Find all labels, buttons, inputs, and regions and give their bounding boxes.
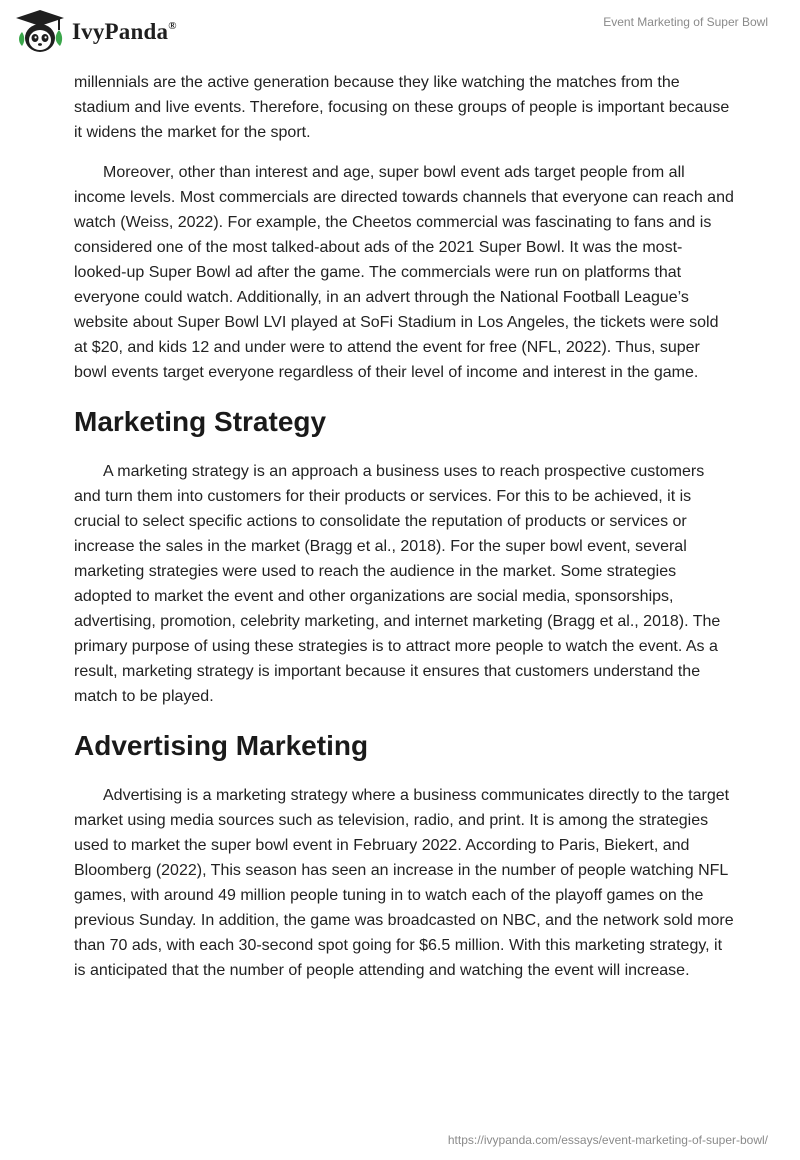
panda-graduate-logo-icon: [14, 8, 66, 56]
page-header: [0, 0, 800, 64]
brand-logo[interactable]: [14, 8, 177, 56]
essay-content: [74, 70, 734, 998]
paragraph-income-levels: Moreover, other than interest and age, super bowl event ads target people from all income levels. Most commercials are directed towards channels that everyone can reach and watch (Weiss, 2022). For example, the Cheetos commercial was fascinating to fans and is considered one of the most talked-about ads of the 2021 Super Bowl. It was the most-looked-up Super Bowl ad after the game. The commercials were run on platforms that everyone could watch. Additionally, in an advert through the National Football League’s website about Super Bowl LVI played at SoFi Stadium in Los Angeles, the tickets were sold at $20, and kids 12 and under were to attend the event for free (NFL, 2022). Thus, super bowl events target everyone regardless of their level of income and interest in the game.: [74, 164, 734, 381]
paragraph-continued: millennials are the active generation because they like watching the matches from the stadium and live events. Therefore, focusing on these groups of people is important because it widens the market for the sport.: [74, 74, 730, 141]
section-heading-advertising-marketing: Advertising Marketing: [74, 730, 369, 761]
source-url-link[interactable]: https://ivypanda.com/essays/event-marketing-of-super-bowl/: [447, 1133, 768, 1147]
section-heading-marketing-strategy: Marketing Strategy: [74, 406, 327, 437]
document-title: Event Marketing of Super Bowl: [603, 15, 768, 29]
brand-name: IvyPanda®: [72, 19, 177, 44]
paragraph-marketing-strategy: A marketing strategy is an approach a business uses to reach prospective customers and turn them into customers for their products or services. For this to be achieved, it is crucial to select specific actions to consolidate the reputation of products or services or increase the sales in the market (Bragg et al., 2018). For the super bowl event, several marketing strategies were used to reach the audience in the market. Some strategies adopted to market the event and other organizations are social media, sponsorships, advertising, promotion, celebrity marketing, and internet marketing (Bragg et al., 2018). The primary purpose of using these strategies is to attract more people to watch the event. As a result, marketing strategy is important because it ensures that customers understand the match to be played.: [74, 463, 721, 705]
paragraph-advertising-marketing: Advertising is a marketing strategy where a business communicates directly to the target market using media sources such as television, radio, and print. It is among the strategies used to market the super bowl event in February 2022. According to Paris, Biekert, and Bloomberg (2022), This season has seen an increase in the number of people watching NFL games, with around 49 million people tuning in to watch each of the playoff games on the previous Sunday. In addition, the game was broadcasted on NBC, and the network sold more than 70 ads, with each 30-second spot going for $6.5 million. With this marketing strategy, it is anticipated that the number of people attending and watching the event will increase.: [74, 787, 734, 979]
